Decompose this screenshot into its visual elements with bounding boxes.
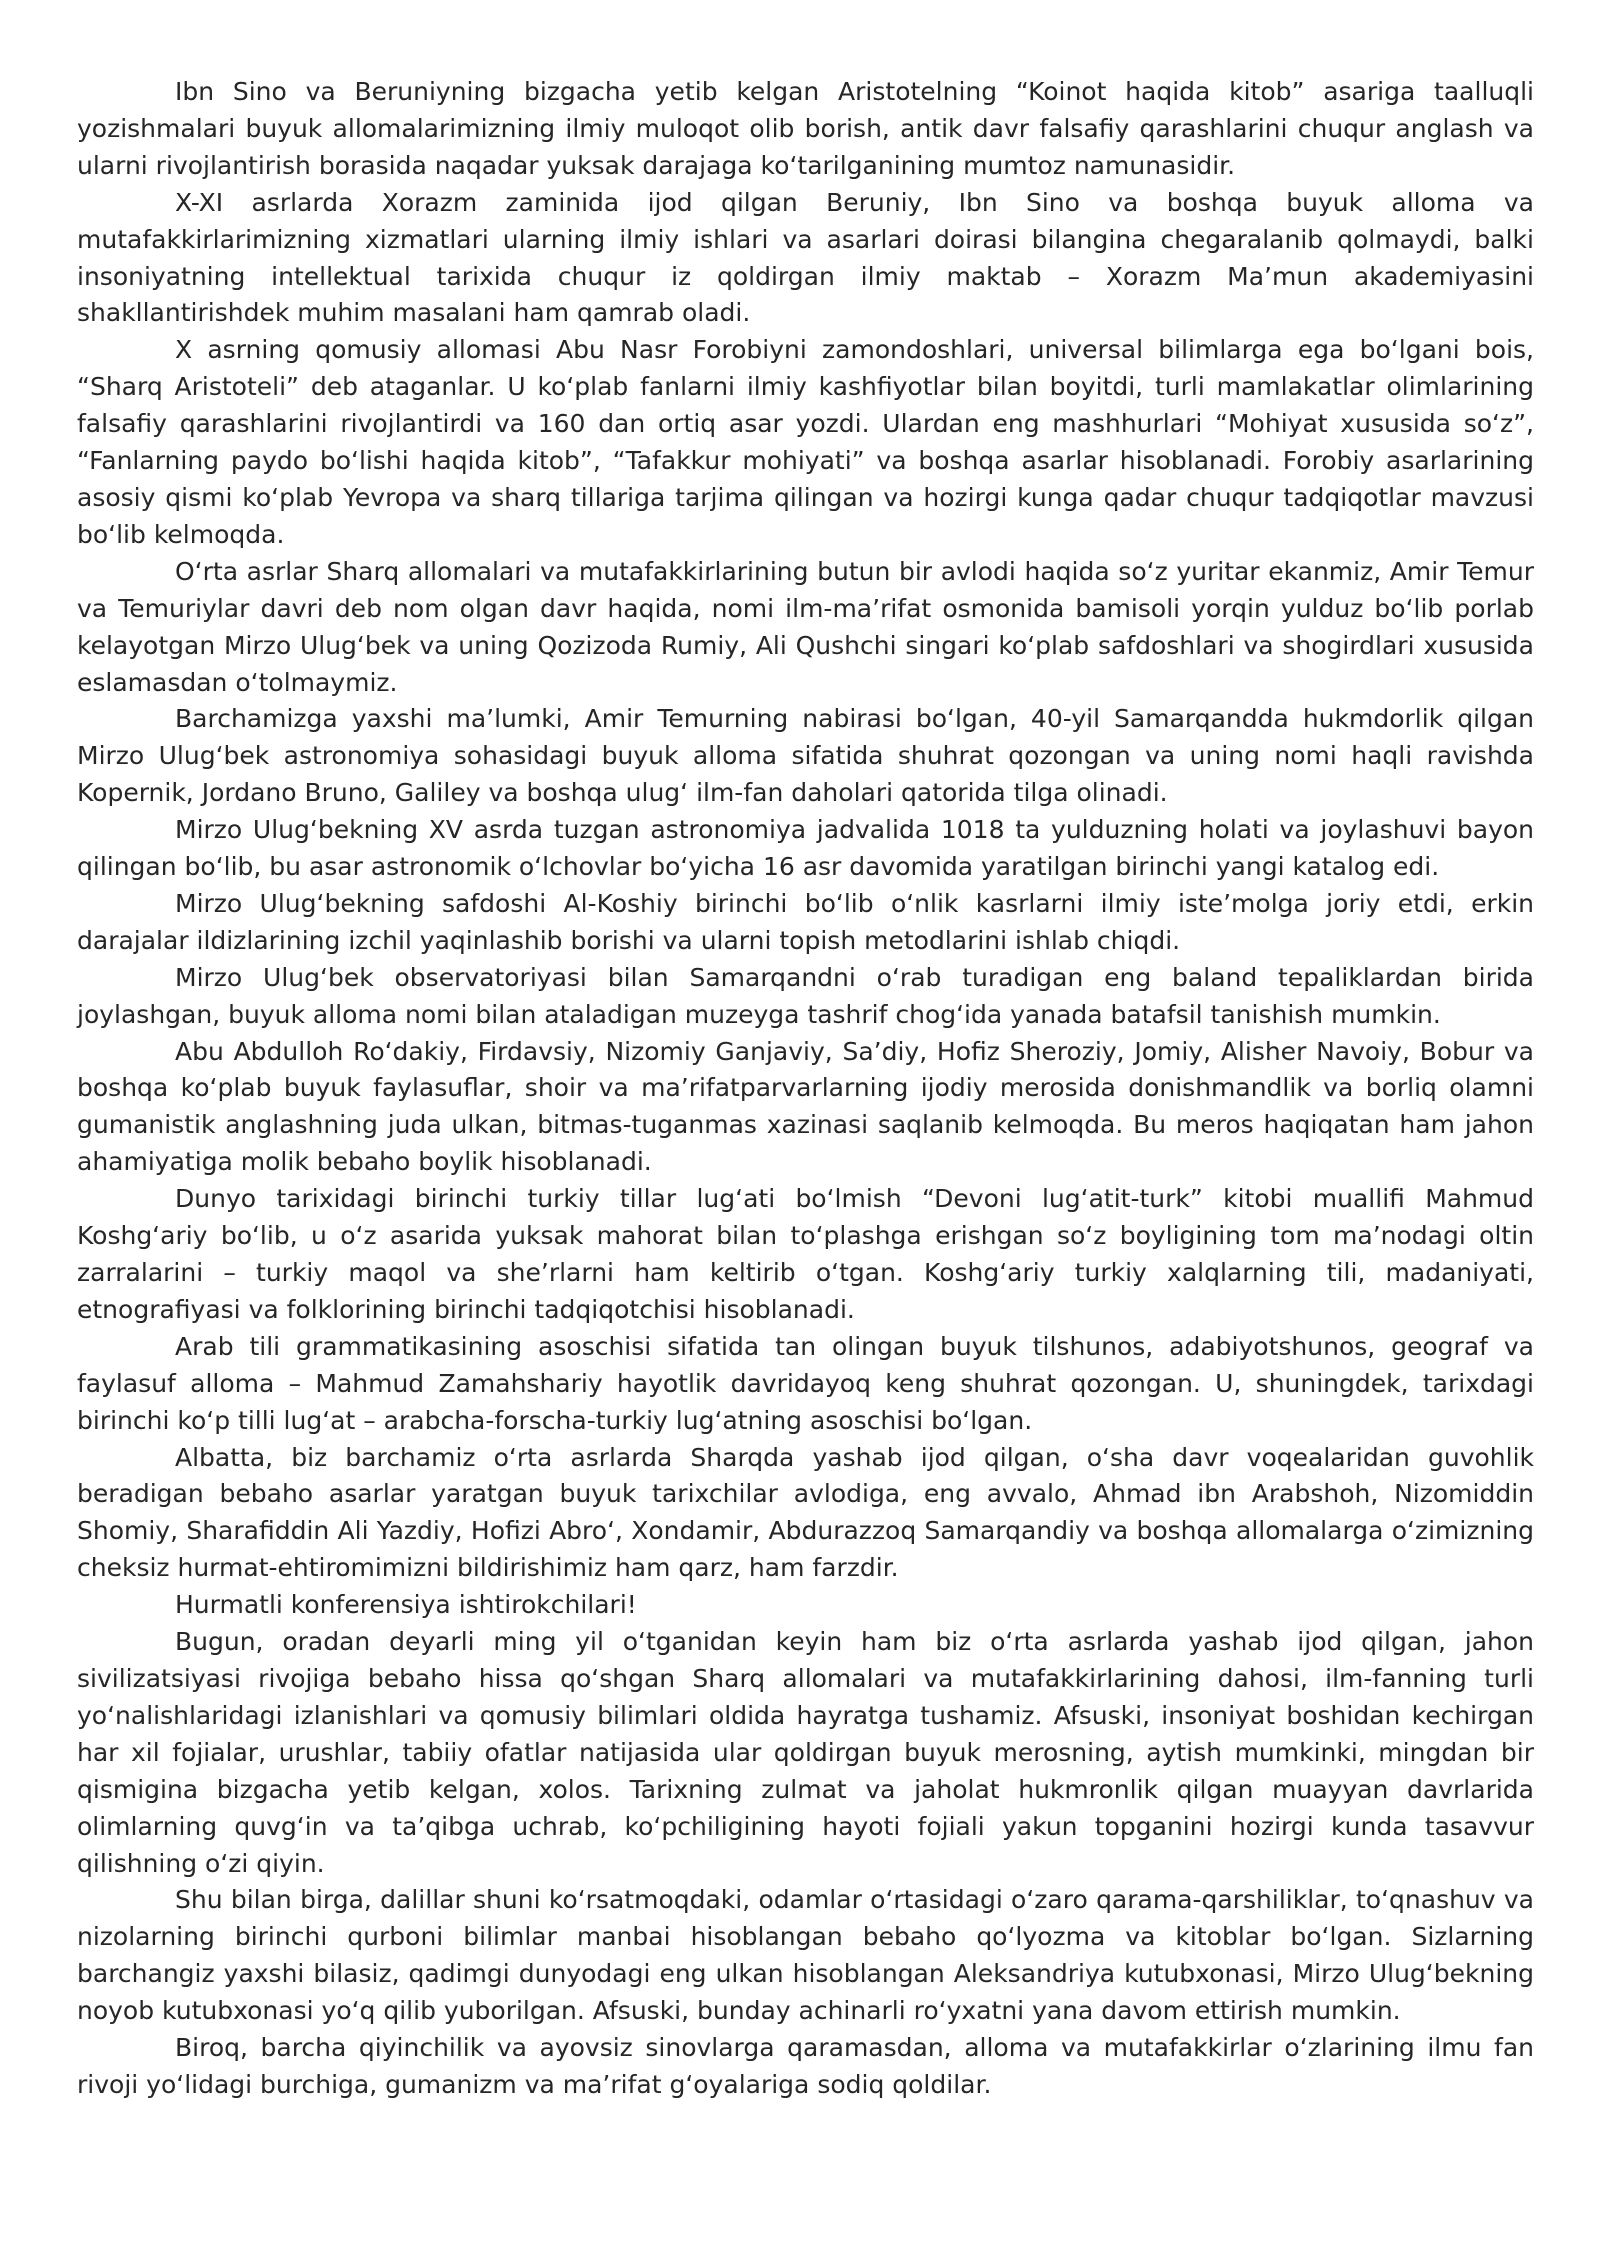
paragraph: Ibn Sino va Beruniyning bizgacha yetib kelgan Aristotelning “Koinot haqida kitob” asariga taalluqli yozishmalari buyuk allomalarimizning ilmiy muloqot olib borish, antik davr falsafiy qarashlarini chuqur anglash va ularni rivojlantirish borasida naqadar yuksak darajaga ko‘tarilganining mumtoz namunasidir. xyxy=(77,77,1534,180)
paragraph: Barchamizga yaxshi ma’lumki, Amir Temurning nabirasi bo‘lgan, 40-yil Samarqandda hukmdorlik qilgan Mirzo Ulug‘bek astronomiya sohasidagi buyuk alloma sifatida shuhrat qozongan va uning nomi haqli ravishda Kopernik, Jordano Bruno, Galiley va boshqa ulug‘ ilm-fan daholari qatorida tilga olinadi. xyxy=(77,704,1534,808)
paragraph: X-XI asrlarda Xorazm zaminida ijod qilgan Beruniy, Ibn Sino va boshqa buyuk alloma va mutafakkirlarimizning xizmatlari ularning ilmiy ishlari va asarlari doirasi bilangina chegaralanib qolmaydi, balki insoniyatning intellektual tarixida chuqur iz qoldirgan ilmiy maktab – Xorazm Ma’mun akademiyasini shakllantirishdek muhim masalani ham qamrab oladi. xyxy=(77,187,1534,328)
paragraph: X asrning qomusiy allomasi Abu Nasr Forobiyni zamondoshlari, universal bilimlarga ega bo‘lgani bois, “Sharq Aristoteli” deb ataganlar. U ko‘plab fanlarni ilmiy kashfiyotlar bilan boyitdi, turli mamlakatlar olimlarining falsafiy qarashlarini rivojlantirdi va 160 dan ortiq asar yozdi. Ulardan eng mashhurlari “Mohiyat xususida so‘z”, “Fanlarning paydo bo‘lishi haqida kitob”, “Tafakkur mohiyati” va boshqa asarlar hisoblanadi. Forobiy asarlarining asosiy qismi ko‘plab Yevropa va sharq tillariga tarjima qilingan va hozirgi kunga qadar chuqur tadqiqotlar mavzusi bo‘lib kelmoqda. xyxy=(77,335,1534,549)
document-body xyxy=(77,74,1534,2104)
paragraph: Arab tili grammatikasining asoschisi sifatida tan olingan buyuk tilshunos, adabiyotshunos, geograf va faylasuf alloma – Mahmud Zamahshariy hayotlik davridayoq keng shuhrat qozongan. U, shuningdek, tarixdagi birinchi ko‘p tilli lug‘at – arabcha-forscha-turkiy lug‘atning asoschisi bo‘lgan. xyxy=(77,1331,1534,1435)
paragraph: Dunyo tarixidagi birinchi turkiy tillar lug‘ati bo‘lmish “Devoni lug‘atit-turk” kitobi muallifi Mahmud Koshg‘ariy bo‘lib, u o‘z asarida yuksak mahorat bilan to‘plashga erishgan so‘z boyligining tom ma’nodagi oltin zarralarini – turkiy maqol va she’rlarni ham keltirib o‘tgan. Koshg‘ariy turkiy xalqlarning tili, madaniyati, etnografiyasi va folklorining birinchi tadqiqotchisi hisoblanadi. xyxy=(77,1184,1534,1324)
paragraph: Biroq, barcha qiyinchilik va ayovsiz sinovlarga qaramasdan, alloma va mutafakkirlar o‘zlarining ilmu fan rivoji yo‘lidagi burchiga, gumanizm va ma’rifat g‘oyalariga sodiq qoldilar. xyxy=(77,2033,1534,2099)
paragraph: O‘rta asrlar Sharq allomalari va mutafakkirlarining butun bir avlodi haqida so‘z yuritar ekanmiz, Amir Temur va Temuriylar davri deb nom olgan davr haqida, nomi ilm-ma’rifat osmonida bamisoli yorqin yulduz bo‘lib porlab kelayotgan Mirzo Ulug‘bek va uning Qozizoda Rumiy, Ali Qushchi singari ko‘plab safdoshlari va shogirdlari xususida eslamasdan o‘tolmaymiz. xyxy=(77,556,1534,697)
paragraph: Mirzo Ulug‘bekning XV asrda tuzgan astronomiya jadvalida 1018 ta yulduzning holati va joylashuvi bayon qilingan bo‘lib, bu asar astronomik o‘lchovlar bo‘yicha 16 asr davomida yaratilgan birinchi yangi katalog edi. xyxy=(77,815,1534,882)
paragraph: Hurmatli konferensiya ishtirokchilari! xyxy=(175,1590,637,1620)
paragraph: Bugun, oradan deyarli ming yil o‘tganidan keyin ham biz o‘rta asrlarda yashab ijod qilgan, jahon sivilizatsiyasi rivojiga bebaho hissa qo‘shgan Sharq allomalari va mutafakkirlarining dahosi, ilm-fanning turli yo‘nalishlaridagi izlanishlari va qomusiy bilimlari oldida hayratga tushamiz. Afsuski, insoniyat boshidan kechirgan har xil fojialar, urushlar, tabiiy ofatlar natijasida ular qoldirgan buyuk merosning, aytish mumkinki, mingdan bir qismigina bizgacha yetib kelgan, xolos. Tarixning zulmat va jaholat hukmronlik qilgan muayyan davrlarida olimlarning quvg‘in va ta’qibga uchrab, ko‘pchiligining hayoti fojiali yakun topganini hozirgi kunda tasavvur qilishning o‘zi qiyin. xyxy=(77,1627,1534,1878)
paragraph: Albatta, biz barchamiz o‘rta asrlarda Sharqda yashab ijod qilgan, o‘sha davr voqealaridan guvohlik beradigan bebaho asarlar yaratgan buyuk tarixchilar avlodiga, eng avvalo, Ahmad ibn Arabshoh, Nizomiddin Shomiy, Sharafiddin Ali Yazdiy, Hofizi Abro‘, Xondamir, Abdurazzoq Samarqandiy va boshqa allomalarga o‘zimizning cheksiz hurmat-ehtiromimizni bildirishimiz ham qarz, ham farzdir. xyxy=(77,1442,1534,1583)
paragraph: Abu Abdulloh Ro‘dakiy, Firdavsiy, Nizomiy Ganjaviy, Sa’diy, Hofiz Sheroziy, Jomiy, Alisher Navoiy, Bobur va boshqa ko‘plab buyuk faylasuflar, shoir va ma’rifatparvarlarning ijodiy merosida donishmandlik va borliq olamni gumanistik anglashning juda ulkan, bitmas-tuganmas xazinasi saqlanib kelmoqda. Bu meros haqiqatan ham jahon ahamiyatiga molik bebaho boylik hisoblanadi. xyxy=(77,1036,1534,1177)
paragraph: Mirzo Ulug‘bekning safdoshi Al-Koshiy birinchi bo‘lib o‘nlik kasrlarni ilmiy iste’molga joriy etdi, erkin darajalar ildizlarining izchil yaqinlashib borishi va ularni topish metodlarini ishlab chiqdi. xyxy=(77,888,1534,955)
paragraph: Shu bilan birga, dalillar shuni ko‘rsatmoqdaki, odamlar o‘rtasidagi o‘zaro qarama-qarshiliklar, to‘qnashuv va nizolarning birinchi qurboni bilimlar manbai hisoblangan bebaho qo‘lyozma va kitoblar bo‘lgan. Sizlarning barchangiz yaxshi bilasiz, qadimgi dunyodagi eng ulkan hisoblangan Aleksandriya kutubxonasi, Mirzo Ulug‘bekning noyob kutubxonasi yo‘q qilib yuborilgan. Afsuski, bunday achinarli ro‘yxatni yana davom ettirish mumkin. xyxy=(77,1885,1534,2026)
paragraph: Mirzo Ulug‘bek observatoriyasi bilan Samarqandni o‘rab turadigan eng baland tepaliklardan birida joylashgan, buyuk alloma nomi bilan ataladigan muzeyga tashrif chog‘ida yanada batafsil tanishish mumkin. xyxy=(77,962,1534,1029)
